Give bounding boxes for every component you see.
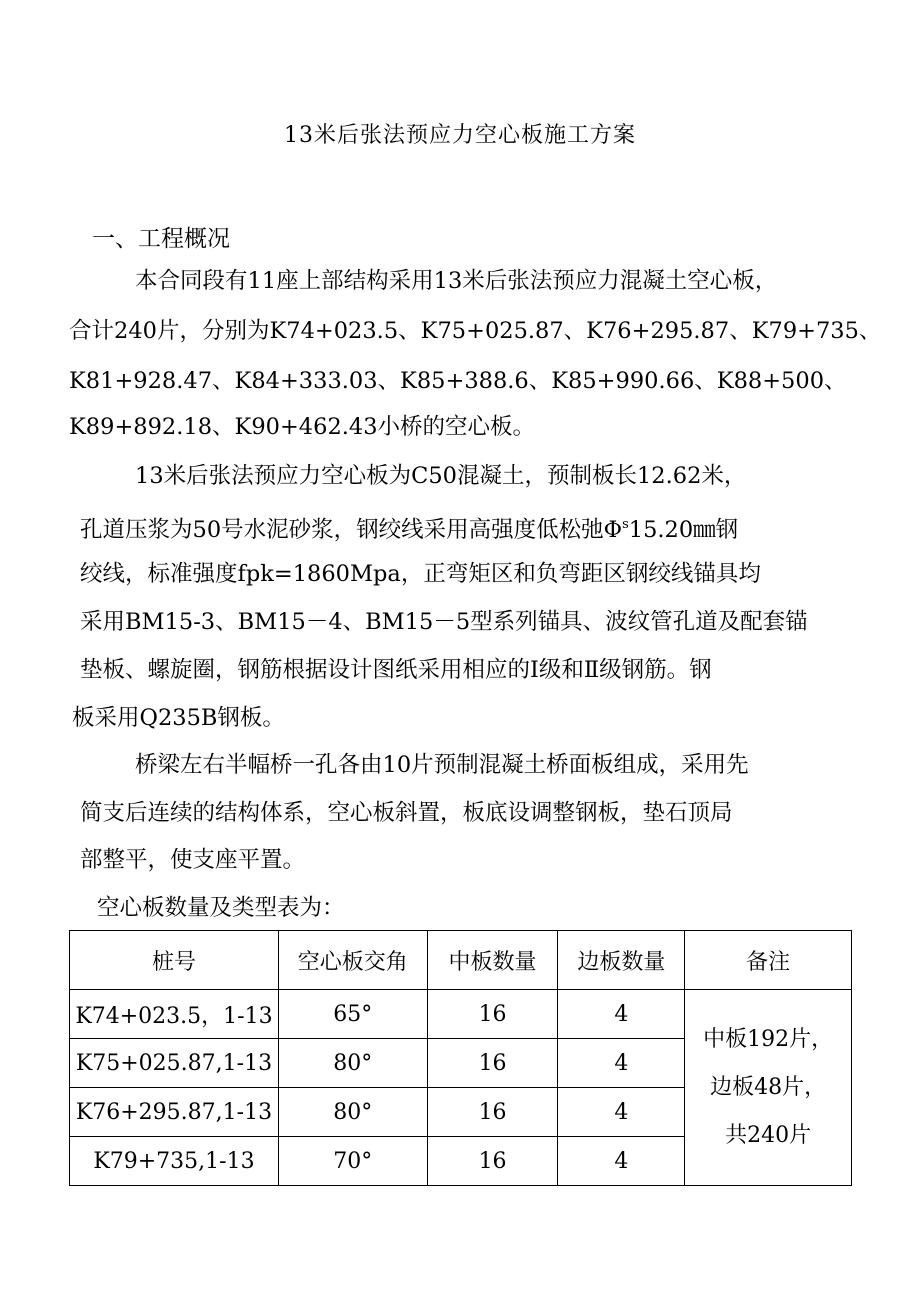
header-cell: 备注	[685, 931, 852, 990]
section-heading: 一、工程概况	[92, 226, 230, 252]
paragraph-line: 桥梁左右半幅桥一孔各由10片预制混凝土桥面板组成，采用先	[135, 752, 749, 778]
table-cell: 70°	[278, 1137, 427, 1186]
table-cell: 80°	[278, 1088, 427, 1137]
header-cell: 边板数量	[558, 931, 685, 990]
paragraph-line: 本合同段有11座上部结构采用13米后张法预应力混凝土空心板，	[135, 268, 778, 294]
remark-cell	[685, 990, 852, 1186]
table-cell: 4	[558, 1137, 685, 1186]
table-cell: 16	[427, 1137, 558, 1186]
table-cell: 4	[558, 1039, 685, 1088]
table-cell: K74+023.5，1-13	[70, 990, 279, 1039]
paragraph-line: 13米后张法预应力空心板为C50混凝土，预制板长12.62米，	[135, 463, 747, 489]
line-text: 孔道压浆为50号水泥砂浆，钢绞线采用高强度低松弛Φ	[80, 517, 623, 543]
table-header-row	[70, 931, 852, 990]
table-cell: K75+025.87,1-13	[70, 1039, 279, 1088]
paragraph-line: 垫板、螺旋圈，钢筋根据设计图纸采用相应的Ⅰ级和Ⅱ级钢筋。钢	[80, 657, 712, 683]
table-cell: 65°	[278, 990, 427, 1039]
paragraph-line: 简支后连续的结构体系，空心板斜置，板底设调整钢板，垫石顶局	[80, 800, 733, 826]
table-row	[70, 990, 852, 1039]
table-cell: 16	[427, 1039, 558, 1088]
table-cell: 4	[558, 990, 685, 1039]
paragraph-line: K81+928.47、K84+333.03、K85+388.6、K85+990.66、K88+500、	[69, 368, 847, 394]
header-cell: 中板数量	[427, 931, 558, 990]
paragraph-line: K89+892.18、K90+462.43小桥的空心板。	[69, 414, 536, 440]
header-cell: 空心板交角	[278, 931, 427, 990]
header-cell: 桩号	[70, 931, 279, 990]
table-cell: 16	[427, 990, 558, 1039]
paragraph-line: 板采用Q235B钢板。	[72, 705, 285, 731]
paragraph-line	[80, 510, 738, 545]
paragraph-line: 部整平，使支座平置。	[80, 847, 306, 873]
document-title: 13米后张法预应力空心板施工方案	[284, 123, 636, 148]
table-cell: 80°	[278, 1039, 427, 1088]
table-cell: 4	[558, 1088, 685, 1137]
paragraph-line: 采用BM15-3、BM15－4、BM15－5型系列锚具、波纹管孔道及配套锚	[80, 609, 808, 635]
table-caption: 空心板数量及类型表为：	[97, 895, 345, 921]
table-cell: 16	[427, 1088, 558, 1137]
paragraph-line: 绞线，标准强度fpk=1860Mpa，正弯矩区和负弯距区钢绞线锚具均	[80, 561, 761, 587]
board-table	[69, 930, 852, 1186]
line-text: 15.20㎜钢	[628, 517, 739, 543]
remark-line: 边板48片，	[710, 1074, 827, 1100]
remark-line: 中板192片，	[703, 1026, 834, 1052]
steel-grade-superscript: s	[622, 517, 629, 532]
table-cell: K79+735,1-13	[70, 1137, 279, 1186]
remark-line: 共240片	[725, 1122, 812, 1148]
paragraph-line: 合计240片，分别为K74+023.5、K75+025.87、K76+295.87、K79+735、	[69, 318, 882, 344]
table-cell: K76+295.87,1-13	[70, 1088, 279, 1137]
